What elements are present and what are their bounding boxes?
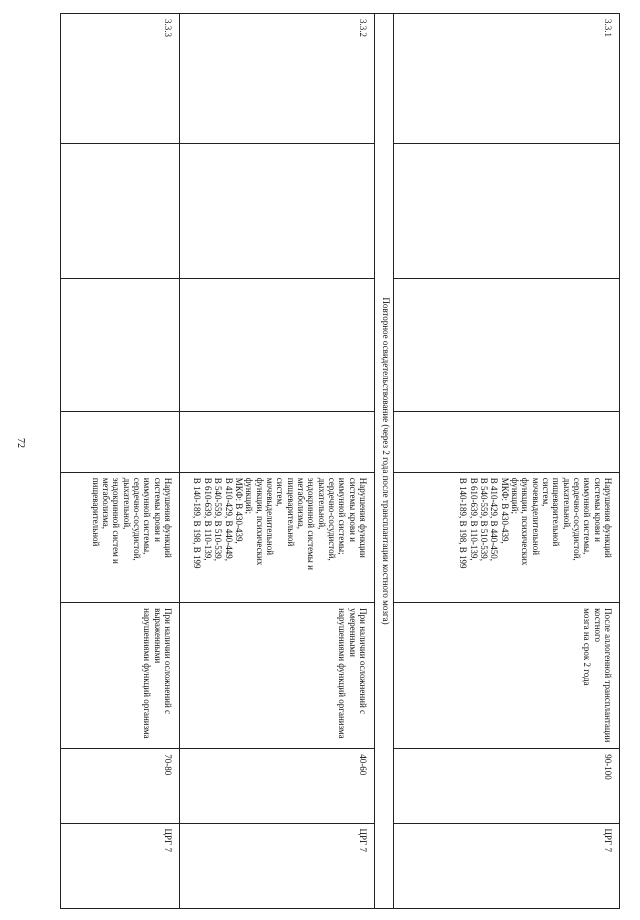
table-row [394,14,620,909]
category-cell: ЦРГ 7 [61,823,180,909]
percent-cell: 70-80 [61,749,180,823]
rotated-table-container [60,13,620,909]
table-cell [394,279,620,412]
percent-cell: 90-100 [394,749,620,823]
table-row [61,14,180,909]
table-cell [394,412,620,473]
row-code: 3.3.1 [394,14,620,144]
section-heading: Повторное освидетельствование (через 2 года после трансплантации костного мозга) [375,14,394,909]
table-cell [180,279,375,412]
table-cell [180,412,375,473]
condition-cell: При наличии осложнений с выраженными нарушениями функций организма [61,603,180,749]
violations-cell: Нарушения функций системы крови и иммунной системы, сердечно-сосудистой, дыхательной, эндокринной систем и метаболизма, пищеварительной [61,472,180,602]
table-cell [61,279,180,412]
section-heading-row [375,14,394,909]
table-cell [61,412,180,473]
violations-cell: Нарушения функций системы крови и иммунной системы, сердечно-сосудистой, дыхательной, пищеварительной систем, мочевыделительной функции, психических функций; МКФ: В 430-439, В 410-429, В 440-450, В 540-559, В 510-539, В 610-639, В 110-139, В 140-189, В 198, В 199 [394,472,620,602]
percent-cell: 40-60 [180,749,375,823]
table-cell [180,144,375,279]
disability-criteria-table [60,13,620,909]
row-code: 3.3.2 [180,14,375,144]
table-row [180,14,375,909]
table-cell [394,144,620,279]
category-cell: ЦРГ 7 [394,823,620,909]
row-code: 3.3.3 [61,14,180,144]
violations-cell: Нарушения функции системы крови и иммунной системы; сердечно-сосудистой, дыхательной, эндокринной системы и метаболизма, пищеварительной систем, мочевыделительной функции, психических функций; МКФ: В 430-439, В 410-429, В 440-449, В 540-559, В 510-539, В 610-639, В 110-139, В 140-189, В 198, В 199 [180,472,375,602]
table-cell [61,144,180,279]
condition-cell: После аллогенной трансплантации костного мозга на срок 2 года [394,603,620,749]
condition-cell: При наличии осложнений с умеренными нарушениями функций организма [180,603,375,749]
page-number: 72 [15,438,26,448]
category-cell: ЦРГ 7 [180,823,375,909]
